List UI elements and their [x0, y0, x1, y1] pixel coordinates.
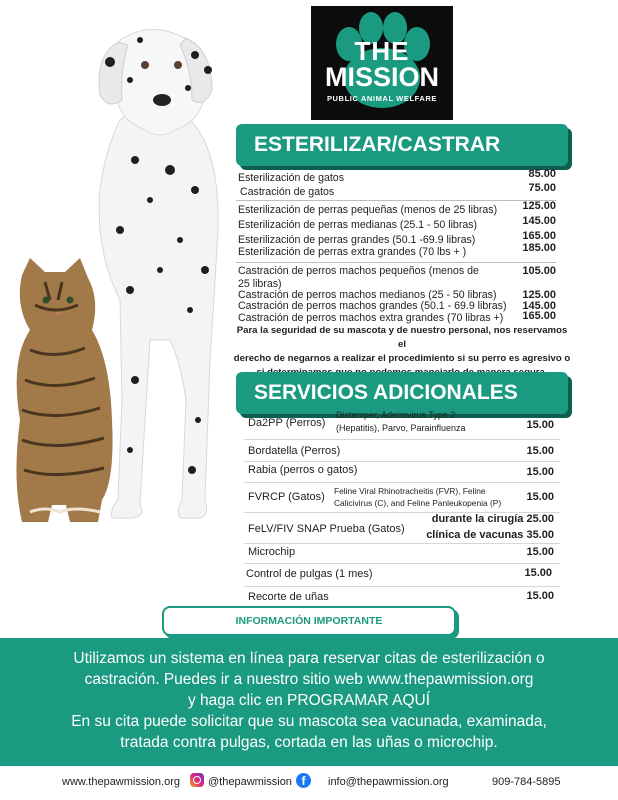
price-value: 185.00: [522, 242, 556, 254]
logo-line-1: THE: [354, 36, 410, 66]
service-label: Bordatella (Perros): [248, 445, 341, 457]
price-label: 25 libras): [238, 278, 282, 290]
service-label: Rabia (perros o gatos): [248, 464, 358, 476]
price-label: Esterilización de perras medianas (25.1 - 50 libras): [238, 219, 478, 231]
service-label: FVRCP (Gatos): [248, 491, 325, 503]
price-value: 165.00: [522, 230, 556, 242]
the-mission-logo: [311, 6, 453, 120]
additional-services-heading: SERVICIOS ADICIONALES: [236, 372, 568, 414]
price-value: 85.00: [528, 168, 556, 180]
important-info-text: [0, 648, 618, 753]
divider: [244, 461, 560, 462]
service-description: [336, 409, 466, 435]
price-label: Castración de perros machos extra grandes (70 libras +): [238, 312, 504, 324]
divider: [244, 563, 560, 564]
price-label: Castración de perros machos pequeños (menos de: [238, 265, 479, 277]
notice-line: derecho de negarnos a realizar el procedimiento si su perro es agresivo o: [233, 353, 571, 364]
service-price: 15.00: [526, 546, 554, 558]
price-value: 145.00: [522, 215, 556, 227]
service-price: 15.00: [524, 567, 552, 579]
price-label: Esterilización de gatos: [238, 172, 344, 184]
price-value: 75.00: [528, 182, 556, 194]
service-price: 15.00: [526, 445, 554, 457]
footer-email[interactable]: info@thepawmission.org: [328, 776, 449, 788]
divider: [244, 482, 560, 483]
footer-phone[interactable]: 909-784-5895: [492, 776, 561, 788]
divider: [236, 262, 556, 263]
logo-line-3: PUBLIC ANIMAL WELFARE: [326, 94, 438, 103]
spay-neuter-heading: ESTERILIZAR/CASTRAR: [236, 124, 568, 166]
service-description: [334, 485, 501, 509]
service-price-note: clínica de vacunas 35.00: [426, 529, 554, 541]
service-label: Recorte de uñas: [248, 591, 329, 603]
instagram-icon[interactable]: [190, 773, 204, 787]
price-value: 125.00: [522, 200, 556, 212]
price-label: Castración de gatos: [240, 186, 335, 198]
important-info-label: INFORMACIÓN IMPORTANTE: [162, 606, 456, 636]
divider: [236, 200, 556, 201]
service-description-line: Feline Viral Rhinotracheitis (FVR), Feline: [334, 486, 486, 496]
service-description-line: Distemper, Adenovirus Type 2: [336, 410, 456, 420]
price-label: Esterilización de perras pequeñas (menos de 25 libras): [238, 204, 498, 216]
info-line: En su cita puede solicitar que su mascota sea vacunada, examinada,: [71, 713, 547, 730]
divider: [244, 586, 560, 587]
service-price: 15.00: [526, 466, 554, 478]
service-price: 15.00: [526, 590, 554, 602]
service-price: 15.00: [526, 491, 554, 503]
facebook-icon[interactable]: f: [296, 773, 311, 788]
price-label: Esterilización de perras grandes (50.1 -69.9 libras): [238, 234, 476, 246]
price-value: 105.00: [522, 265, 556, 277]
service-description-line: Calicivirus (C), and Feline Panleukopenia (P): [334, 498, 502, 508]
info-line: castración. Puedes ir a nuestro sitio web www.thepawmission.org: [84, 671, 534, 688]
price-label: Castración de perros machos medianos (25 - 50 libras): [238, 289, 497, 301]
info-line: y haga clic en PROGRAMAR AQUÍ: [187, 692, 431, 709]
price-value: 165.00: [522, 310, 556, 322]
service-label: Da2PP (Perros): [248, 417, 326, 429]
price-label: Esterilización de perras extra grandes (70 lbs + ): [238, 246, 467, 258]
divider: [244, 543, 560, 544]
service-price: 15.00: [526, 419, 554, 431]
info-line: Utilizamos un sistema en línea para reservar citas de esterilización o: [73, 650, 545, 667]
price-label: Castración de perros machos grandes (50.1 - 69.9 libras): [238, 300, 507, 312]
price-value: 145.00: [522, 300, 556, 312]
footer-social[interactable]: @thepawmission: [208, 776, 292, 788]
service-price-note: durante la cirugía 25.00: [431, 513, 554, 525]
info-line: tratada contra pulgas, cortada en las uñas o microchip.: [120, 734, 498, 751]
service-label: FeLV/FIV SNAP Prueba (Gatos): [248, 523, 405, 535]
price-value: 125.00: [522, 289, 556, 301]
dalmatian-and-cat-photo: [0, 0, 230, 540]
footer-website[interactable]: www.thepawmission.org: [62, 776, 180, 788]
service-description-line: (Hepatitis), Parvo, Parainfluenza: [336, 423, 466, 433]
notice-line: Para la seguridad de su mascota y de nuestro personal, nos reservamos el: [236, 325, 568, 350]
service-label: Control de pulgas (1 mes): [246, 568, 373, 580]
divider: [244, 439, 560, 440]
logo-line-2: MISSION: [324, 62, 439, 92]
service-label: Microchip: [248, 546, 296, 558]
